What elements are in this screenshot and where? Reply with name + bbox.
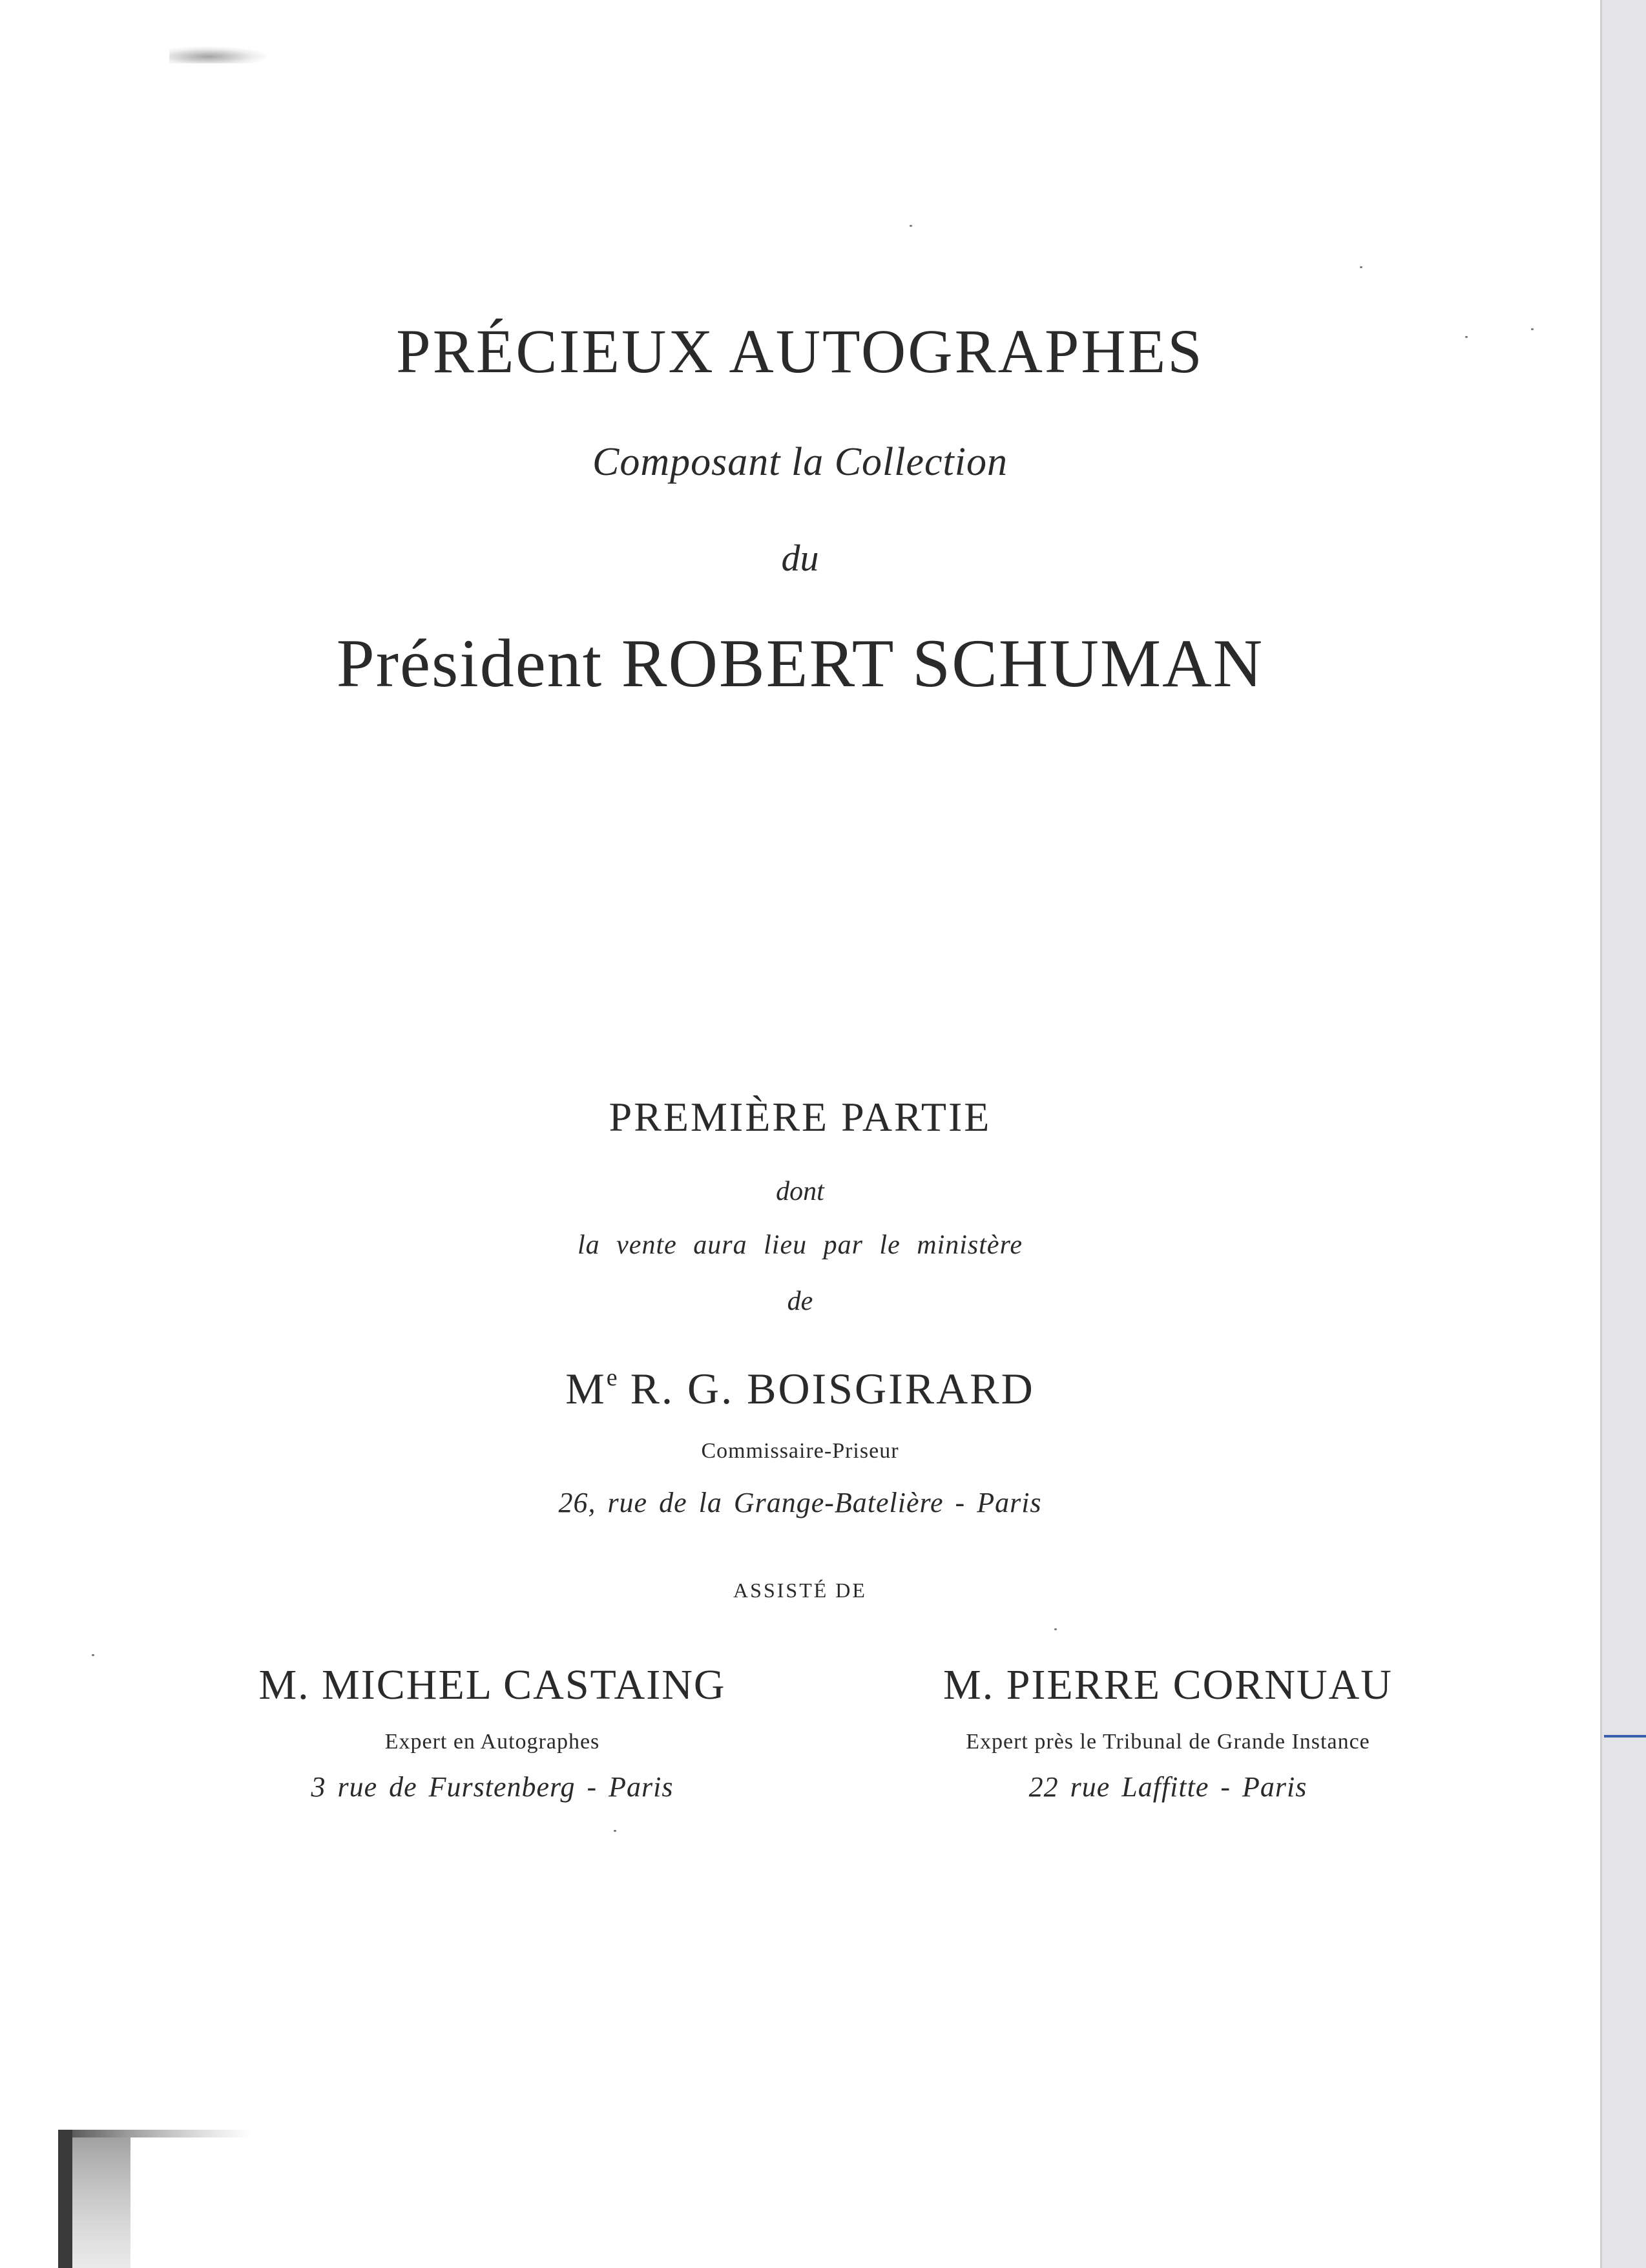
sale-intro-de: de (787, 1286, 813, 1316)
auctioneer-name-line (0, 1363, 1600, 1414)
scan-speck (910, 225, 912, 227)
scan-speck (92, 1654, 94, 1656)
auctioneer-name: R. G. BOISGIRARD (630, 1364, 1035, 1413)
scan-speck (1465, 336, 1468, 338)
scan-speck (1531, 328, 1534, 330)
scan-speck (614, 1830, 616, 1832)
catalog-title: PRÉCIEUX AUTOGRAPHES (396, 317, 1204, 386)
scan-corner-shadow (58, 2130, 252, 2268)
auctioneer-prefix-sup: e (606, 1364, 618, 1391)
expert-role: Expert près le Tribunal de Grande Instance (966, 1730, 1370, 1754)
catalog-subtitle: Composant la Collection (592, 440, 1008, 484)
assisted-by: ASSISTÉ DE (733, 1579, 867, 1602)
collection-owner: Président ROBERT SCHUMAN (336, 625, 1264, 701)
expert-address: 3 rue de Furstenberg - Paris (311, 1771, 674, 1803)
expert-address: 22 rue Laffitte - Paris (1028, 1771, 1307, 1803)
expert-name: M. PIERRE CORNUAU (943, 1661, 1393, 1708)
part-title: PREMIÈRE PARTIE (609, 1094, 992, 1140)
scan-speck (1054, 1628, 1057, 1630)
expert-name: M. MICHEL CASTAING (258, 1661, 726, 1708)
connector-du: du (781, 537, 819, 579)
auctioneer-address: 26, rue de la Grange-Batelière - Paris (558, 1487, 1042, 1518)
auctioneer-title: Commissaire-Priseur (701, 1439, 899, 1463)
auctioneer-prefix: M (565, 1364, 607, 1413)
scan-speck (1360, 266, 1362, 268)
edge-blue-mark (1604, 1735, 1646, 1738)
sale-intro-vente: la vente aura lieu par le ministère (578, 1230, 1023, 1260)
sale-intro-dont: dont (776, 1177, 824, 1206)
scan-smudge (169, 47, 266, 63)
expert-role: Expert en Autographes (384, 1730, 600, 1754)
